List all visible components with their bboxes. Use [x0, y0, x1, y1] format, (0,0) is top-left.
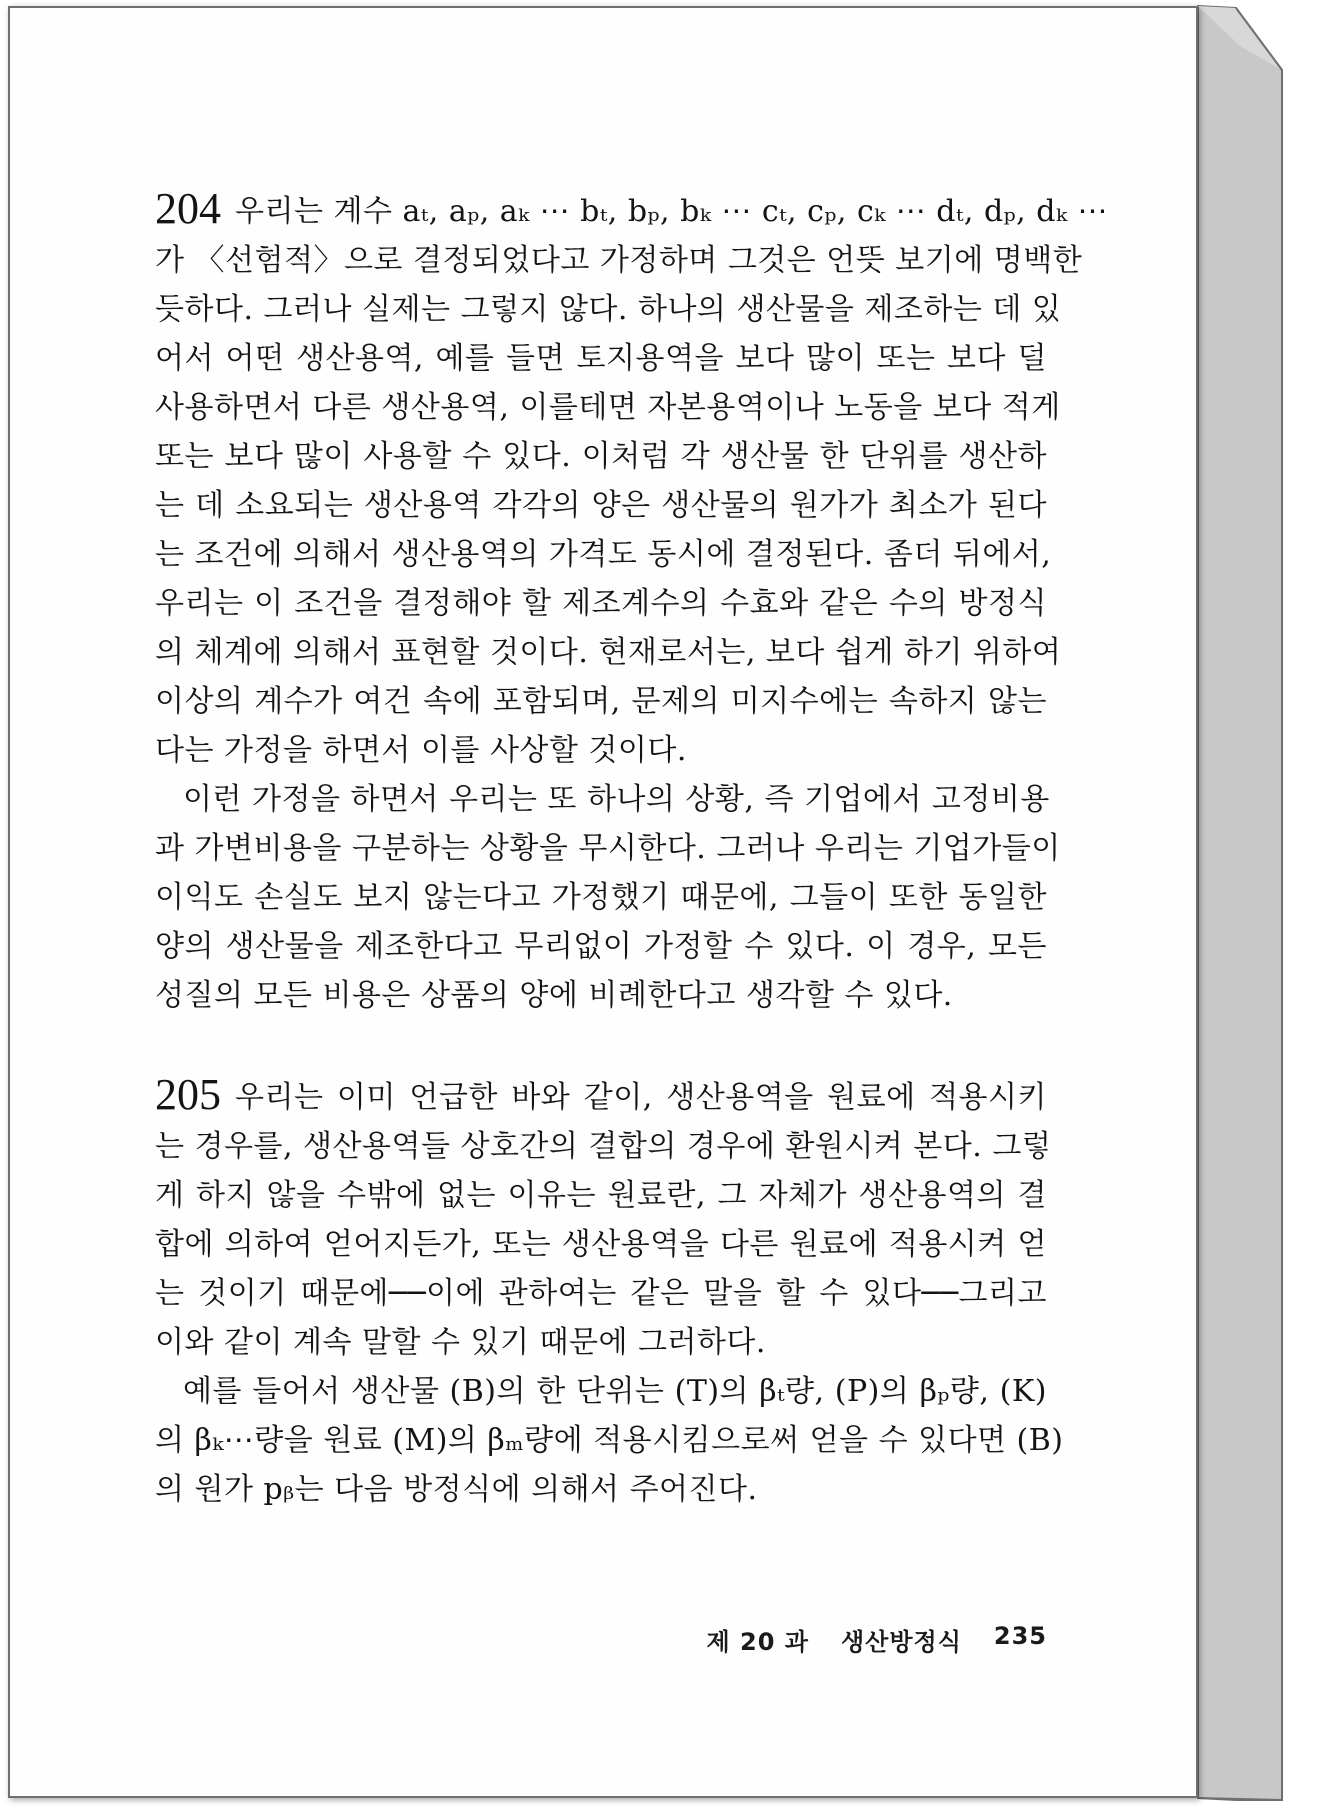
section-204: [155, 184, 1108, 1020]
text-line: 게 하지 않을 수밖에 없는 이유는 원료란, 그 자체가 생산용역의 결: [155, 1178, 1047, 1213]
text-line: 는 경우를, 생산용역들 상호간의 결합의 경우에 환원시켜 본다. 그렇: [155, 1129, 1052, 1164]
text-line: 과 가변비용을 구분하는 상황을 무시한다. 그러나 우리는 기업가들이: [155, 831, 1061, 866]
paragraph: [155, 1070, 1052, 1367]
text-line: 우리는 이 조건을 결정해야 할 제조계수의 수효와 같은 수의 방정식: [155, 586, 1047, 621]
text-line: 양의 생산물을 제조한다고 무리없이 가정할 수 있다. 이 경우, 모든: [155, 929, 1047, 964]
text-line: 는 조건에 의해서 생산용역의 가격도 동시에 결정된다. 좀더 뒤에서,: [155, 537, 1052, 572]
text-line: 어서 어떤 생산용역, 예를 들면 토지용역을 보다 많이 또는 보다 덜: [155, 341, 1047, 376]
text-line-content: 우리는 이미 언급한 바와 같이, 생산용역을 원료에 적용시키: [235, 1080, 1047, 1115]
text-line: 성질의 모든 비용은 상품의 양에 비례한다고 생각할 수 있다.: [155, 978, 953, 1013]
text-line: 듯하다. 그러나 실제는 그렇지 않다. 하나의 생산물을 제조하는 데 있: [155, 292, 1062, 327]
text-line: [155, 184, 1108, 236]
text-line: 예를 들어서 생산물 (B)의 한 단위는 (T)의 βₜ량, (P)의 βₚ량, (K): [183, 1374, 1047, 1409]
paragraph: [155, 775, 1061, 1020]
text-line: 의 βₖ⋯량을 원료 (M)의 βₘ량에 적용시킴으로써 얻을 수 있다면 (B): [155, 1423, 1064, 1458]
page-footer: [706, 1622, 1047, 1657]
chapter-label: 제 20 과: [706, 1628, 809, 1656]
text-line: 의 체계에 의해서 표현할 것이다. 현재로서는, 보다 쉽게 하기 위하여: [155, 635, 1062, 670]
text-line-content: 우리는 계수 aₜ, aₚ, aₖ ⋯ bₜ, bₚ, bₖ ⋯ cₜ, cₚ, cₖ ⋯ dₜ, dₚ, dₖ ⋯: [235, 194, 1108, 229]
text-line: 가 〈선험적〉으로 결정되었다고 가정하며 그것은 언뜻 보기에 명백한: [155, 243, 1083, 278]
paragraph: [155, 1367, 1064, 1514]
section-205: [155, 1070, 1064, 1514]
text-line: 이와 같이 계속 말할 수 있기 때문에 그러하다.: [155, 1325, 766, 1360]
text-line: 다는 가정을 하면서 이를 사상할 것이다.: [155, 733, 687, 768]
chapter-title: 생산방정식: [840, 1628, 962, 1656]
text-line: 의 원가 pᵦ는 다음 방정식에 의해서 주어진다.: [155, 1472, 758, 1507]
text-line: 사용하면서 다른 생산용역, 이를테면 자본용역이나 노동을 보다 적게: [155, 390, 1061, 425]
paragraph: [155, 184, 1108, 775]
section-number: 205: [155, 1070, 221, 1119]
text-line: 이익도 손실도 보지 않는다고 가정했기 때문에, 그들이 또한 동일한: [155, 880, 1047, 915]
text-line: 합에 의하여 얻어지든가, 또는 생산용역을 다른 원료에 적용시켜 얻: [155, 1227, 1047, 1262]
text-line: 이런 가정을 하면서 우리는 또 하나의 상황, 즉 기업에서 고정비용: [183, 782, 1050, 817]
text-line: 는 데 소요되는 생산용역 각각의 양은 생산물의 원가가 최소가 된다: [155, 488, 1047, 523]
text-line: [155, 1070, 1047, 1122]
text-line: 이상의 계수가 여건 속에 포함되며, 문제의 미지수에는 속하지 않는: [155, 684, 1047, 719]
text-line: 는 것이기 때문에──이에 관하여는 같은 말을 할 수 있다──그리고: [155, 1276, 1047, 1311]
section-number: 204: [155, 184, 221, 233]
page-number: 235: [993, 1622, 1047, 1650]
text-line: 또는 보다 많이 사용할 수 있다. 이처럼 각 생산물 한 단위를 생산하: [155, 439, 1047, 474]
